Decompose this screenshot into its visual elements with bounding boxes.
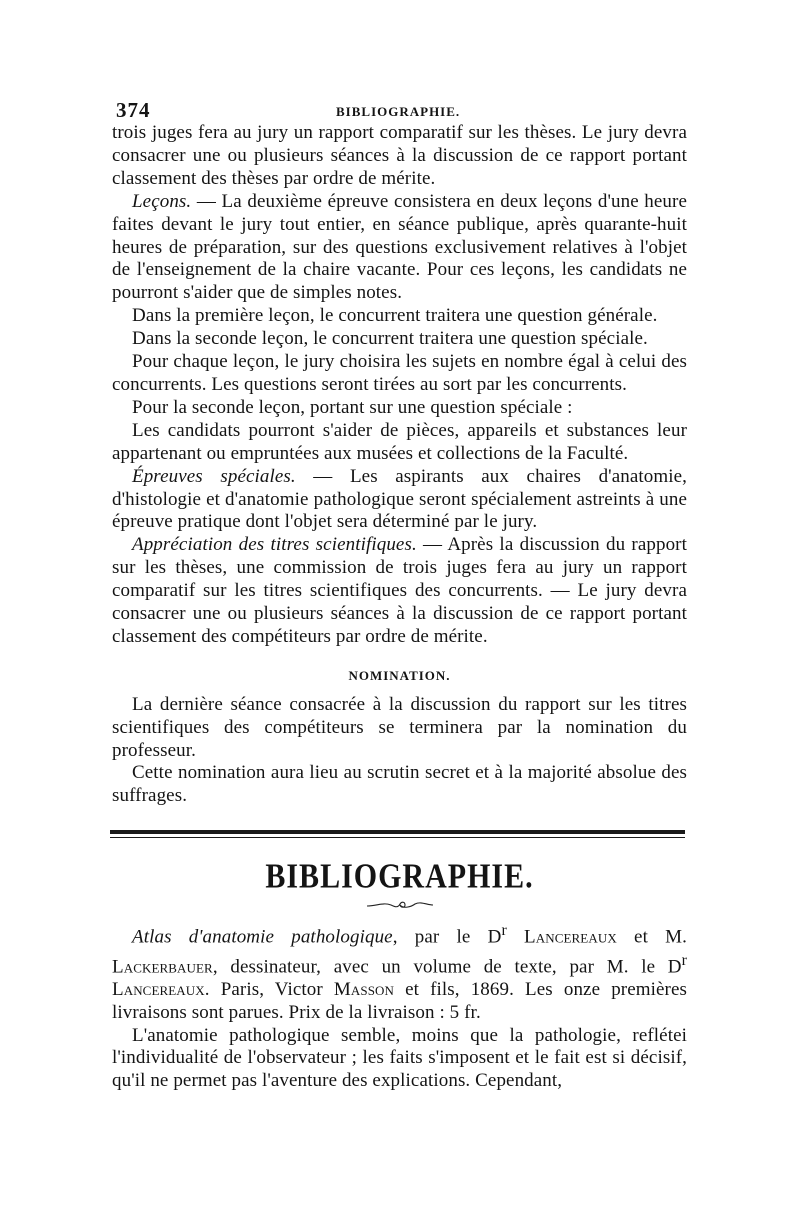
entry-sup-2: r xyxy=(681,951,687,969)
author-lackerbauer: Lackerbauer xyxy=(112,955,213,977)
special-tests-lead: Épreuves spéciales. xyxy=(132,465,296,487)
bibliography-entry xyxy=(112,920,687,1024)
entry-text-1: , par le D xyxy=(392,926,502,948)
article-body xyxy=(112,122,687,808)
lecons-lead: Leçons. xyxy=(132,190,192,212)
paragraph-appreciation xyxy=(112,534,687,649)
divider-thick-rule xyxy=(110,830,685,834)
paragraph-second-lecon: Dans la seconde leçon, le concurrent traitera une question spéciale. xyxy=(132,328,648,350)
paragraph-theses: trois juges fera au jury un rapport comparatif sur les thèses. Le jury devra consacrer une ou plusieurs séances à la discussion de ce rapport portant classement des thèses par ordre de mérite. xyxy=(112,122,687,189)
flourish-ornament-icon xyxy=(365,900,435,910)
section-divider xyxy=(110,830,685,838)
paragraph-first-lecon: Dans la première leçon, le concurrent traitera une question générale. xyxy=(132,305,658,327)
divider-thin-rule xyxy=(110,837,685,838)
publisher-masson: Masson xyxy=(333,978,395,1000)
entry-text-4: . Paris, Victor xyxy=(204,978,334,1000)
atlas-title: Atlas d'anatomie pathologique xyxy=(132,926,393,948)
appreciation-lead: Appréciation des titres scientifiques. xyxy=(132,534,417,556)
running-title: BIBLIOGRAPHIE. xyxy=(336,104,461,119)
lecons-text: — La deuxième épreuve consistera en deux leçons d'une heure faites devant le jury tout entier, en séance publique, après quarante-huit heures de préparation, sur des questions exclusivement relatives à l'objet de l'enseignement de la chaire vacante. Pour ces leçons, les candidats ne pourront s'aider que de simples notes. xyxy=(112,190,687,304)
paragraph-jury-subjects: Pour chaque leçon, le jury choisira les sujets en nombre égal à celui des concurrents. Les questions seront tirées au sort par les concurrents. xyxy=(112,351,687,395)
nomination-heading: NOMINATION. xyxy=(348,667,451,683)
book-page xyxy=(112,88,687,1093)
paragraph-last-session: La dernière séance consacrée à la discussion du rapport sur les titres scientifiques des compétiteurs se terminera par la nomination du professeur. xyxy=(112,693,687,761)
paragraph-anatomy-review: L'anatomie pathologique semble, moins que la pathologie, reflétei l'individualité de l'observateur ; les faits s'imposent et le fait est si décisif, qu'il ne permet pas l'aventure des explications. Cependant, xyxy=(112,1024,687,1092)
bibliography-title: BIBLIOGRAPHIE. xyxy=(265,857,534,896)
page-header xyxy=(112,88,687,122)
paragraph-lecons xyxy=(112,191,687,306)
special-tests-text: — Les aspirants aux chaires d'anatomie, d'histologie et d'anatomie pathologique seront spécialement astreints à une épreuve pratique dont l'objet sera déterminé par le jury. xyxy=(112,465,687,533)
entry-text-3: , dessinateur, avec un volume de texte, par M. le D xyxy=(212,955,682,977)
paragraph-secret-ballot: Cette nomination aura lieu au scrutin secret et à la majorité absolue des suffrages. xyxy=(112,762,687,807)
appreciation-text: — Après la discussion du rapport sur les thèses, une commission de trois juges fera au jury un rapport comparatif sur les titres scientifiques des concurrents. — Le jury devra consacrer une ou plusieurs séances à la discussion de ce rapport portant classement des compétiteurs par ordre de mérite. xyxy=(112,534,687,647)
entry-text-5: et fils, 1869. Les onze premières livraisons sont parues. Prix de la livraison : 5 fr. xyxy=(112,978,687,1023)
bibliography-body xyxy=(112,920,687,1093)
paragraph-special-tests xyxy=(112,466,687,535)
page-number: 374 xyxy=(116,98,151,122)
entry-text-2: et M. xyxy=(616,926,687,948)
paragraph-special-question: Pour la seconde leçon, portant sur une question spéciale : xyxy=(132,396,573,418)
author-lancereaux: Lancereaux xyxy=(506,926,617,948)
paragraph-candidates-aids: Les candidats pourront s'aider de pièces, appareils et substances leur appartenant ou empruntées aux musées et collections de la Faculté. xyxy=(112,419,687,464)
entry-sup-1: r xyxy=(501,922,507,940)
author-lancereaux-2: Lancereaux xyxy=(112,978,205,1000)
